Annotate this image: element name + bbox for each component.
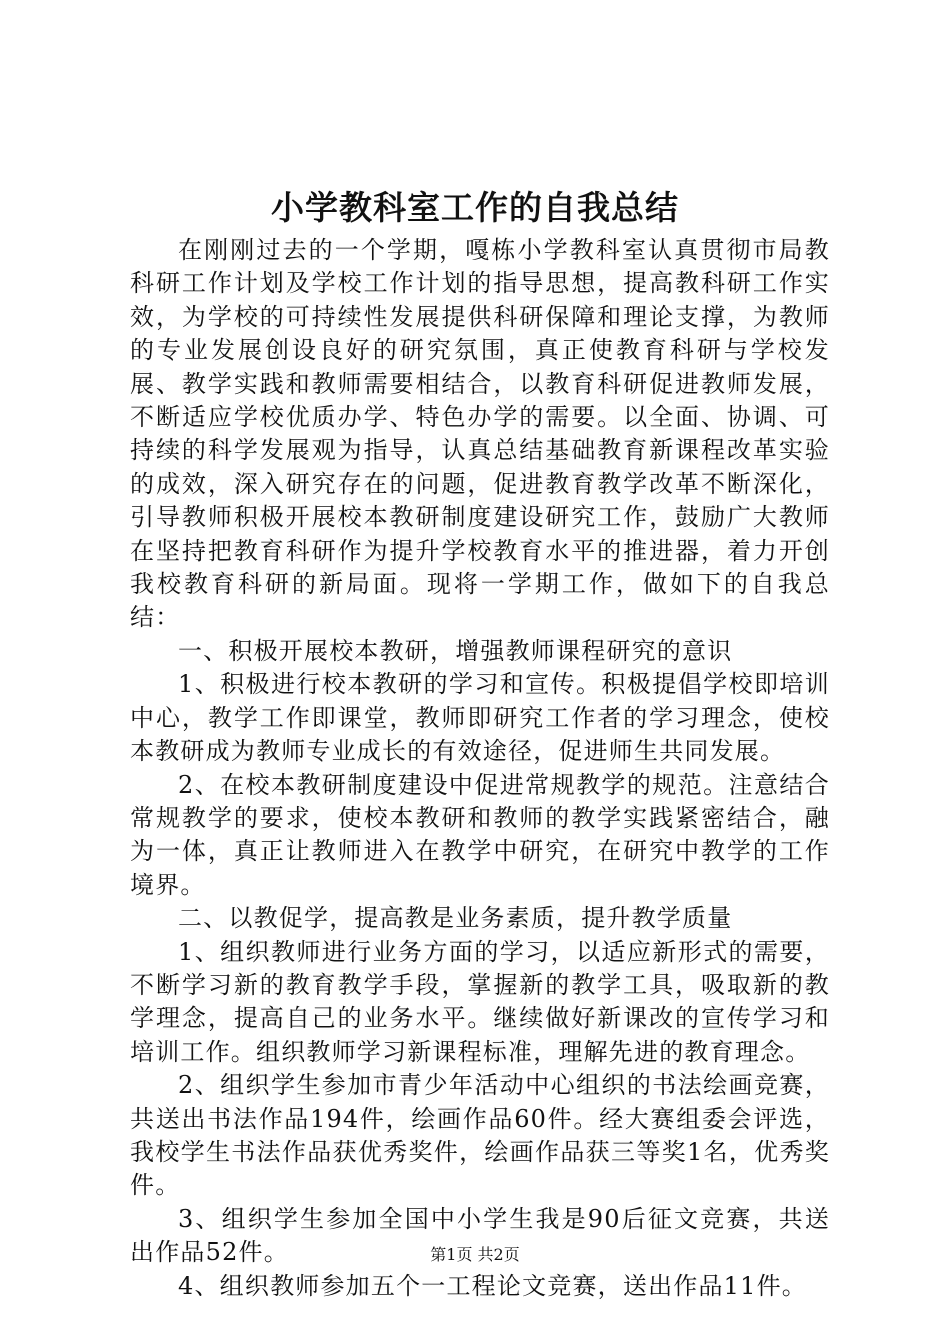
- section-heading-2: 二、以教促学，提高教是业务素质，提升教学质量: [178, 904, 733, 933]
- paragraph-2-1: 1、组织教师进行业务方面的学习，以适应新形式的需要，不断学习新的教育教学手段，掌握新的教学工具，吸取新的教学理念，提高自己的业务水平。继续做好新课改的宣传学习和培训工作。组织教师学习新课程标准，理解先进的教育理念。: [130, 937, 830, 1066]
- paragraph-2-3: 3、组织学生参加全国中小学生我是90后征文竞赛，共送出作品52件。: [130, 1204, 830, 1267]
- page-footer: 第1页 共2页: [430, 1245, 520, 1264]
- paragraph-2-4: 4、组织教师参加五个一工程论文竞赛，送出作品11件。: [178, 1271, 808, 1300]
- paragraph-1-1: 1、积极进行校本教研的学习和宣传。积极提倡学校即培训中心，教学工作即课堂，教师即研究工作者的学习理念，使校本教研成为教师专业成长的有效途径，促进师生共同发展。: [130, 670, 830, 766]
- paragraph-2-2: 2、组织学生参加市青少年活动中心组织的书法绘画竞赛，共送出书法作品194件，绘画作品60件。经大赛组委会评选，我校学生书法作品获优秀奖件，绘画作品获三等奖1名，优秀奖件。: [130, 1071, 830, 1200]
- section-heading-1: 一、积极开展校本教研，增强教师课程研究的意识: [178, 636, 733, 665]
- document-title: 小学教科室工作的自我总结: [271, 188, 679, 227]
- paragraph-intro: 在刚刚过去的一个学期，嘎栋小学教科室认真贯彻市局教科研工作计划及学校工作计划的指导思想，提高教科研工作实效，为学校的可持续性发展提供科研保障和理论支撑，为教师的专业发展创设良好的研究氛围，真正使教育科研与学校发展、教学实践和教师需要相结合，以教育科研促进教师发展，不断适应学校优质办学、特色办学的需要。以全面、协调、可持续的科学发展观为指导，认真总结基础教育新课程改革实验的成效，深入研究存在的问题，促进教育教学改革不断深化，引导教师积极开展校本教研制度建设研究工作，鼓励广大教师在坚持把教育科研作为提升学校教育水平的推进器，着力开创我校教育科研的新局面。现将一学期工作，做如下的自我总结：: [130, 236, 830, 632]
- paragraph-1-2: 2、在校本教研制度建设中促进常规教学的规范。注意结合常规教学的要求，使校本教研和教师的教学实践紧密结合，融为一体，真正让教师进入在教学中研究，在研究中教学的工作境界。: [130, 770, 830, 899]
- document-body: [130, 234, 830, 1303]
